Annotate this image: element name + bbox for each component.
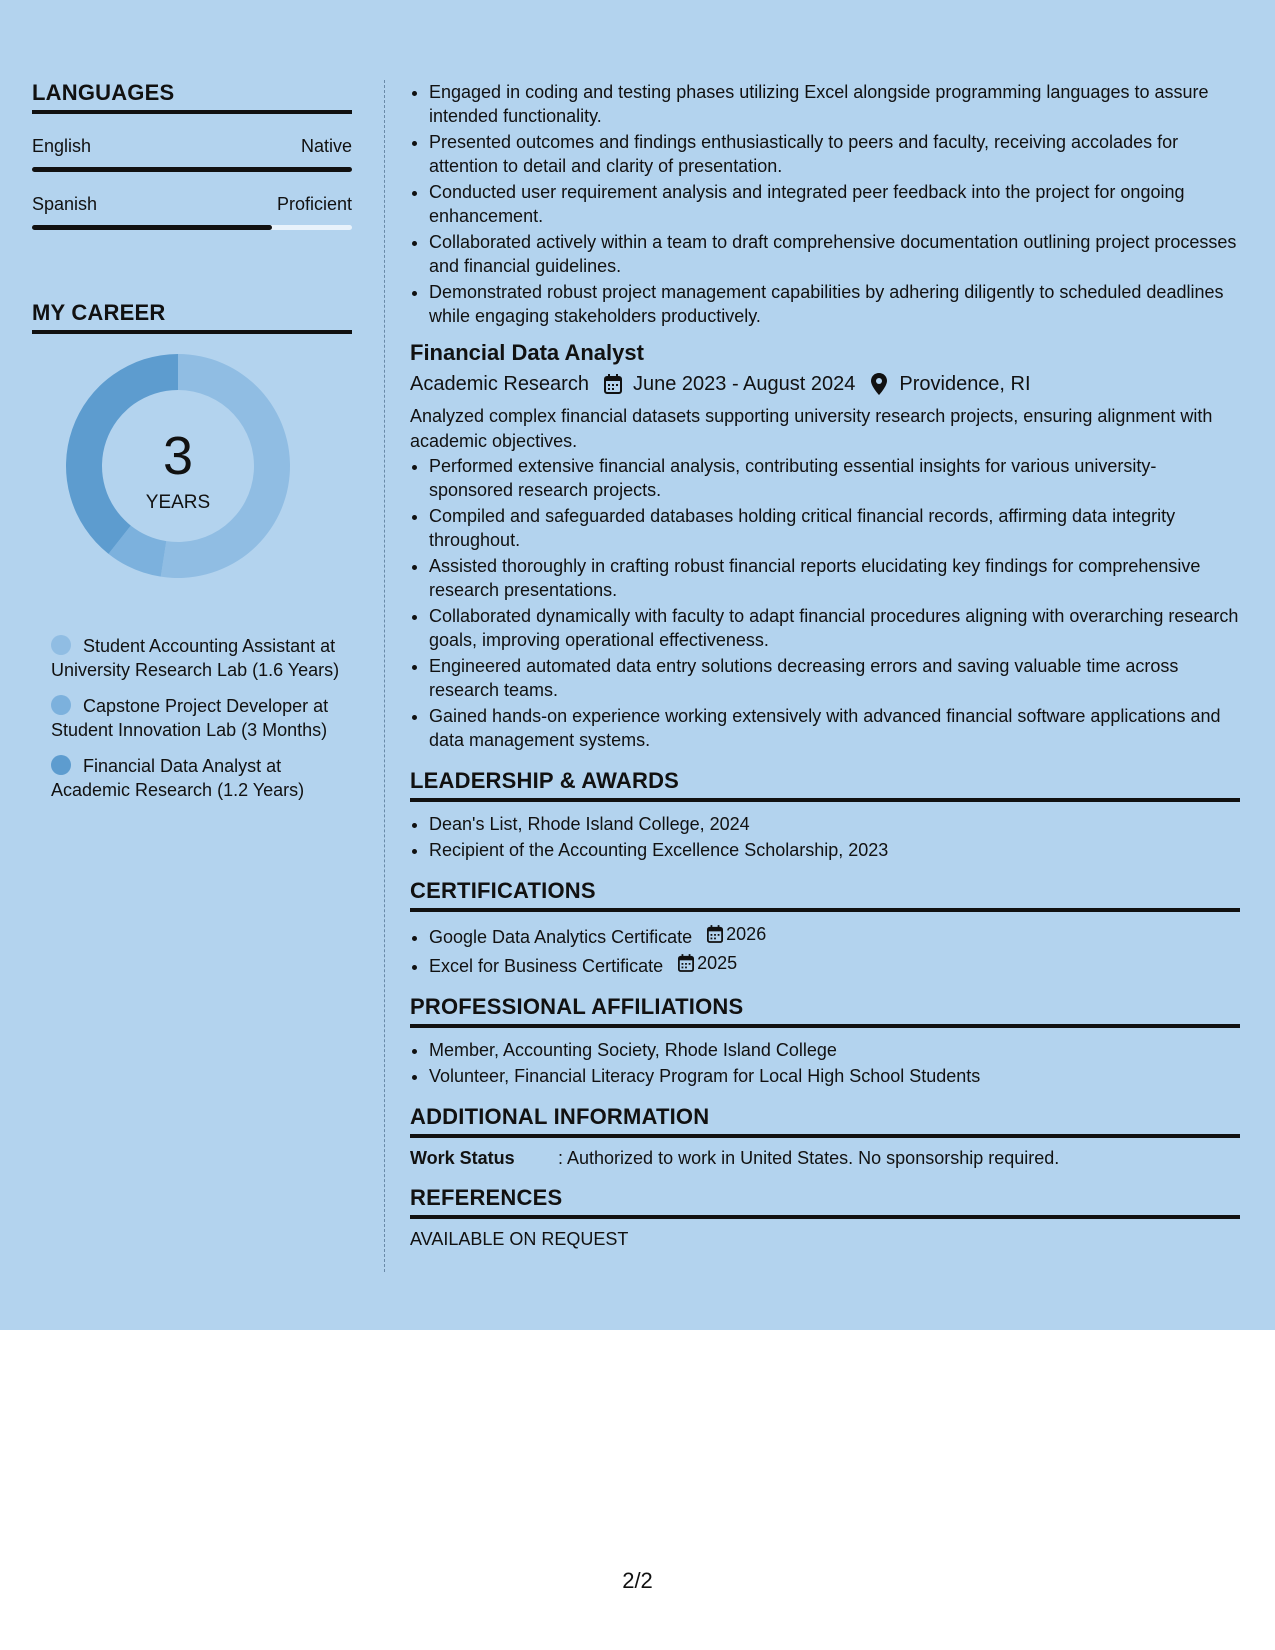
list-item: • Gained hands-on experience working extensively with advanced financial software applications and data management systems.: [429, 704, 1240, 752]
legend-dot: [51, 695, 71, 715]
list-item: • Demonstrated robust project management capabilities by adhering diligently to scheduled deadlines while engaging stakeholders productively.: [429, 280, 1240, 328]
legend-item: [51, 694, 352, 742]
language-bar: [32, 167, 352, 172]
previous-job-bullets: [410, 80, 1240, 328]
page-number: 2/2: [622, 1568, 653, 1593]
references-title: REFERENCES: [410, 1185, 1240, 1219]
job-title: Financial Data Analyst: [410, 340, 644, 365]
career-total-unit: YEARS: [145, 492, 211, 513]
certification-name: Excel for Business Certificate: [429, 956, 664, 976]
language-bar-fill: [32, 167, 352, 172]
list-item: [429, 922, 1240, 949]
additional-info-title: ADDITIONAL INFORMATION: [410, 1104, 1240, 1138]
affiliations-section: [410, 994, 1240, 1088]
career-legend: [32, 634, 352, 802]
language-level: Native: [300, 136, 352, 156]
list-item: • Compiled and safeguarded databases holding critical financial records, affirming data integrity throughout.: [429, 504, 1240, 552]
work-status-label: Work Status: [410, 1148, 515, 1168]
career-total-years: 3: [162, 426, 194, 486]
list-item: • Recipient of the Accounting Excellence Scholarship, 2023: [429, 838, 1240, 862]
main-content: [410, 80, 1240, 1250]
language-bar: [32, 225, 352, 230]
list-item: • Performed extensive financial analysis, contributing essential insights for various university-sponsored research projects.: [429, 454, 1240, 502]
certifications-title: CERTIFICATIONS: [410, 878, 1240, 912]
job-description: Analyzed complex financial datasets supporting university research projects, ensuring alignment with academic objectives.: [410, 406, 1213, 451]
work-status-row: [410, 1148, 1240, 1169]
list-item: • Engineered automated data entry solutions decreasing errors and saving valuable time across research teams.: [429, 654, 1240, 702]
job-dates: June 2023 - August 2024: [632, 372, 856, 395]
career-title: MY CAREER: [32, 300, 352, 334]
list-item: • Conducted user requirement analysis and integrated peer feedback into the project for ongoing enhancement.: [429, 180, 1240, 228]
legend-label: Capstone Project Developer at Student Innovation Lab (3 Months): [51, 696, 329, 740]
legend-label: Student Accounting Assistant at University Research Lab (1.6 Years): [51, 636, 340, 680]
legend-item: [51, 634, 352, 682]
references-section: [410, 1185, 1240, 1250]
language-bar-fill: [32, 225, 272, 230]
job-meta: [410, 372, 1240, 396]
calendar-icon: [678, 954, 694, 972]
work-status-value: : Authorized to work in United States. No sponsorship required.: [558, 1148, 1060, 1168]
job-location: Providence, RI: [899, 372, 1031, 395]
certification-name: Google Data Analytics Certificate: [429, 927, 693, 947]
language-item: [32, 194, 352, 230]
leadership-title: LEADERSHIP & AWARDS: [410, 768, 1240, 802]
certification-year: 2026: [726, 924, 767, 944]
list-item: • Engaged in coding and testing phases utilizing Excel alongside programming languages to assure intended functionality.: [429, 80, 1240, 128]
language-item: [32, 136, 352, 172]
legend-dot: [51, 755, 71, 775]
column-divider: [384, 80, 385, 1272]
languages-title: LANGUAGES: [32, 80, 352, 114]
certification-year: 2025: [697, 953, 738, 973]
list-item: • Assisted thoroughly in crafting robust financial reports elucidating key findings for comprehensive research presentations.: [429, 554, 1240, 602]
calendar-icon: [601, 372, 625, 396]
list-item: • Member, Accounting Society, Rhode Island College: [429, 1038, 1240, 1062]
list-item: • Collaborated dynamically with faculty to adapt financial procedures aligning with overarching research goals, improving operational effectiveness.: [429, 604, 1240, 652]
location-pin-icon: [867, 372, 891, 396]
legend-item: [51, 754, 352, 802]
sidebar: [32, 80, 352, 814]
list-item: • Presented outcomes and findings enthusiastically to peers and faculty, receiving accolades for attention to detail and clarity of presentation.: [429, 130, 1240, 178]
language-name: Spanish: [32, 194, 98, 214]
list-item: • Dean's List, Rhode Island College, 2024: [429, 812, 1240, 836]
language-name: English: [32, 136, 92, 156]
job-company: Academic Research: [410, 372, 589, 395]
references-text: AVAILABLE ON REQUEST: [410, 1229, 629, 1249]
list-item: • Volunteer, Financial Literacy Program for Local High School Students: [429, 1064, 1240, 1088]
career-donut-chart: [32, 354, 352, 614]
certifications-section: [410, 878, 1240, 978]
additional-info-section: [410, 1104, 1240, 1169]
list-item: • Collaborated actively within a team to draft comprehensive documentation outlining project processes and financial guidelines.: [429, 230, 1240, 278]
legend-dot: [51, 635, 71, 655]
affiliations-title: PROFESSIONAL AFFILIATIONS: [410, 994, 1240, 1028]
job-bullets: [410, 454, 1240, 752]
legend-label: Financial Data Analyst at Academic Research (1.2 Years): [51, 756, 305, 800]
calendar-icon: [707, 925, 723, 943]
list-item: [429, 951, 1240, 978]
leadership-section: [410, 768, 1240, 862]
language-level: Proficient: [276, 194, 352, 214]
